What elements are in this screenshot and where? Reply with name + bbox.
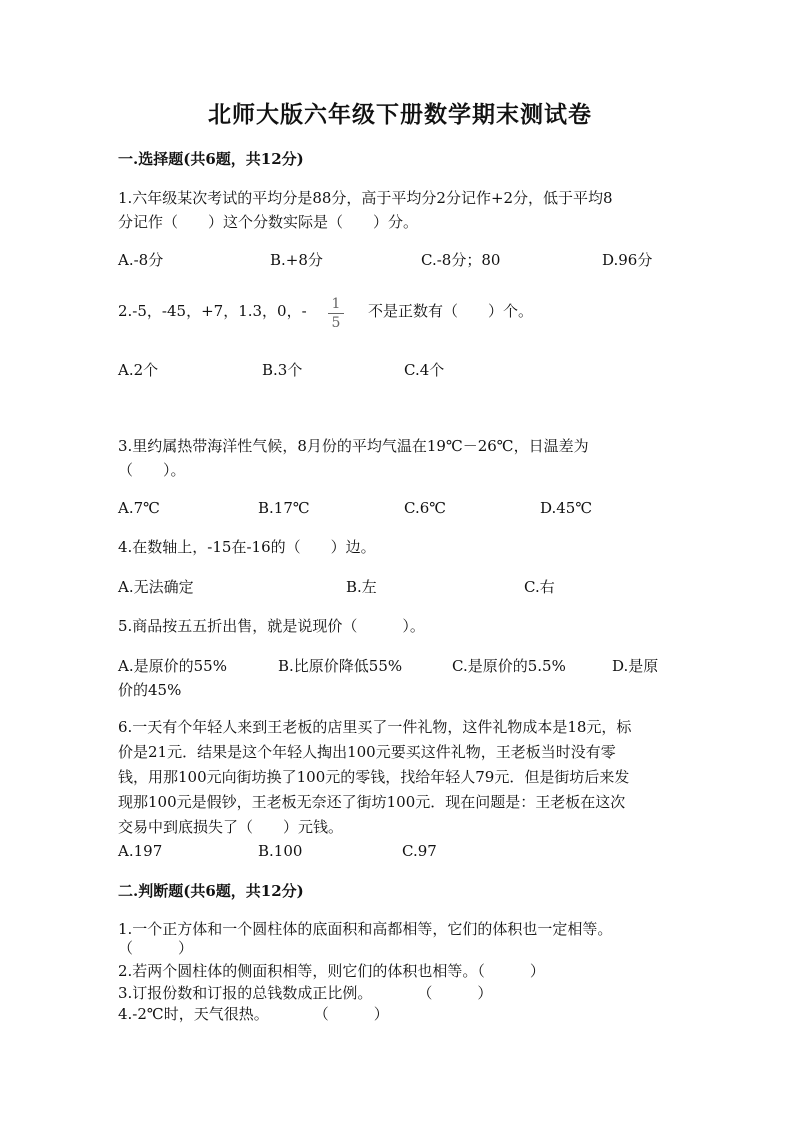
q3-option-a: A.7℃ xyxy=(118,499,160,517)
page-title: 北师大版六年级下册数学期末测试卷 xyxy=(208,101,592,128)
question-2-stem-end: 不是正数有（ ）个。 xyxy=(368,302,534,320)
q6-option-b: B.100 xyxy=(258,842,303,860)
fraction-denominator: 5 xyxy=(331,315,341,331)
q5-option-d: D.是原 xyxy=(612,657,659,675)
q1-option-c: C.-8分；80 xyxy=(421,251,501,269)
section-heading-judgement: 二.判断题(共6题，共12分) xyxy=(118,882,304,900)
section-heading-choice: 一.选择题(共6题，共12分) xyxy=(118,150,304,168)
judgement-2: 2.若两个圆柱体的侧面积相等，则它们的体积也相等。（ ） xyxy=(118,962,545,980)
q5-option-b: B.比原价降低55% xyxy=(278,657,403,675)
q2-option-a: A.2个 xyxy=(118,361,159,379)
q3-option-c: C.6℃ xyxy=(404,499,447,517)
q1-option-d: D.96分 xyxy=(602,251,653,269)
fraction-numerator: 1 xyxy=(331,296,341,312)
q4-option-b: B.左 xyxy=(346,578,377,596)
q5-option-a: A.是原价的55% xyxy=(118,657,227,675)
judgement-1-line-1: 1.一个正方体和一个圆柱体的底面积和高都相等，它们的体积也一定相等。 xyxy=(118,920,613,938)
judgement-3: 3.订报份数和订报的总钱数成正比例。 （ ） xyxy=(118,984,493,1002)
q2-option-b: B.3个 xyxy=(262,361,303,379)
q4-option-c: C.右 xyxy=(524,578,555,596)
question-5-line-1: 5.商品按五五折出售，就是说现价（ ）。 xyxy=(118,617,425,635)
q4-option-a: A.无法确定 xyxy=(118,578,194,596)
q6-option-c: C.97 xyxy=(402,842,437,860)
q2-option-c: C.4个 xyxy=(404,361,445,379)
q1-option-a: A.-8分 xyxy=(118,251,164,269)
q5-option-d-continued: 价的45% xyxy=(118,681,182,699)
question-3-line-2: （ ）。 xyxy=(118,461,186,479)
question-4-line-1: 4.在数轴上，-15在-16的（ ）边。 xyxy=(118,538,376,556)
q3-option-b: B.17℃ xyxy=(258,499,310,517)
question-2-stem: 2.-5，-45，+7，1.3，0，- xyxy=(118,302,307,320)
question-1-line-2: 分记作（ ）这个分数实际是（ ）分。 xyxy=(118,213,419,231)
judgement-4: 4.-2℃时，天气很热。 （ ） xyxy=(118,1005,389,1023)
question-6-line-4: 现那100元是假钞，王老板无奈还了街坊100元．现在问题是：王老板在这次 xyxy=(118,793,626,811)
question-6-line-1: 6.一天有个年轻人来到王老板的店里买了一件礼物，这件礼物成本是18元，标 xyxy=(118,718,632,736)
question-3-line-1: 3.里约属热带海洋性气候，8月份的平均气温在19℃－26℃，日温差为 xyxy=(118,437,589,455)
question-6-line-5: 交易中到底损失了（ ）元钱。 xyxy=(118,818,344,836)
q3-option-d: D.45℃ xyxy=(540,499,593,517)
judgement-1-line-2: （ ） xyxy=(118,939,194,957)
q6-option-a: A.197 xyxy=(118,842,163,860)
q1-option-b: B.+8分 xyxy=(270,251,323,269)
question-6-line-3: 钱，用那100元向街坊换了100元的零钱，找给年轻人79元．但是街坊后来发 xyxy=(118,768,630,786)
fraction-one-fifth xyxy=(326,296,346,331)
question-6-line-2: 价是21元．结果是这个年轻人掏出100元要买这件礼物，王老板当时没有零 xyxy=(118,743,616,761)
fraction-bar xyxy=(328,313,344,314)
q5-option-c: C.是原价的5.5% xyxy=(452,657,566,675)
question-1-line-1: 1.六年级某次考试的平均分是88分，高于平均分2分记作+2分，低于平均8 xyxy=(118,189,613,207)
